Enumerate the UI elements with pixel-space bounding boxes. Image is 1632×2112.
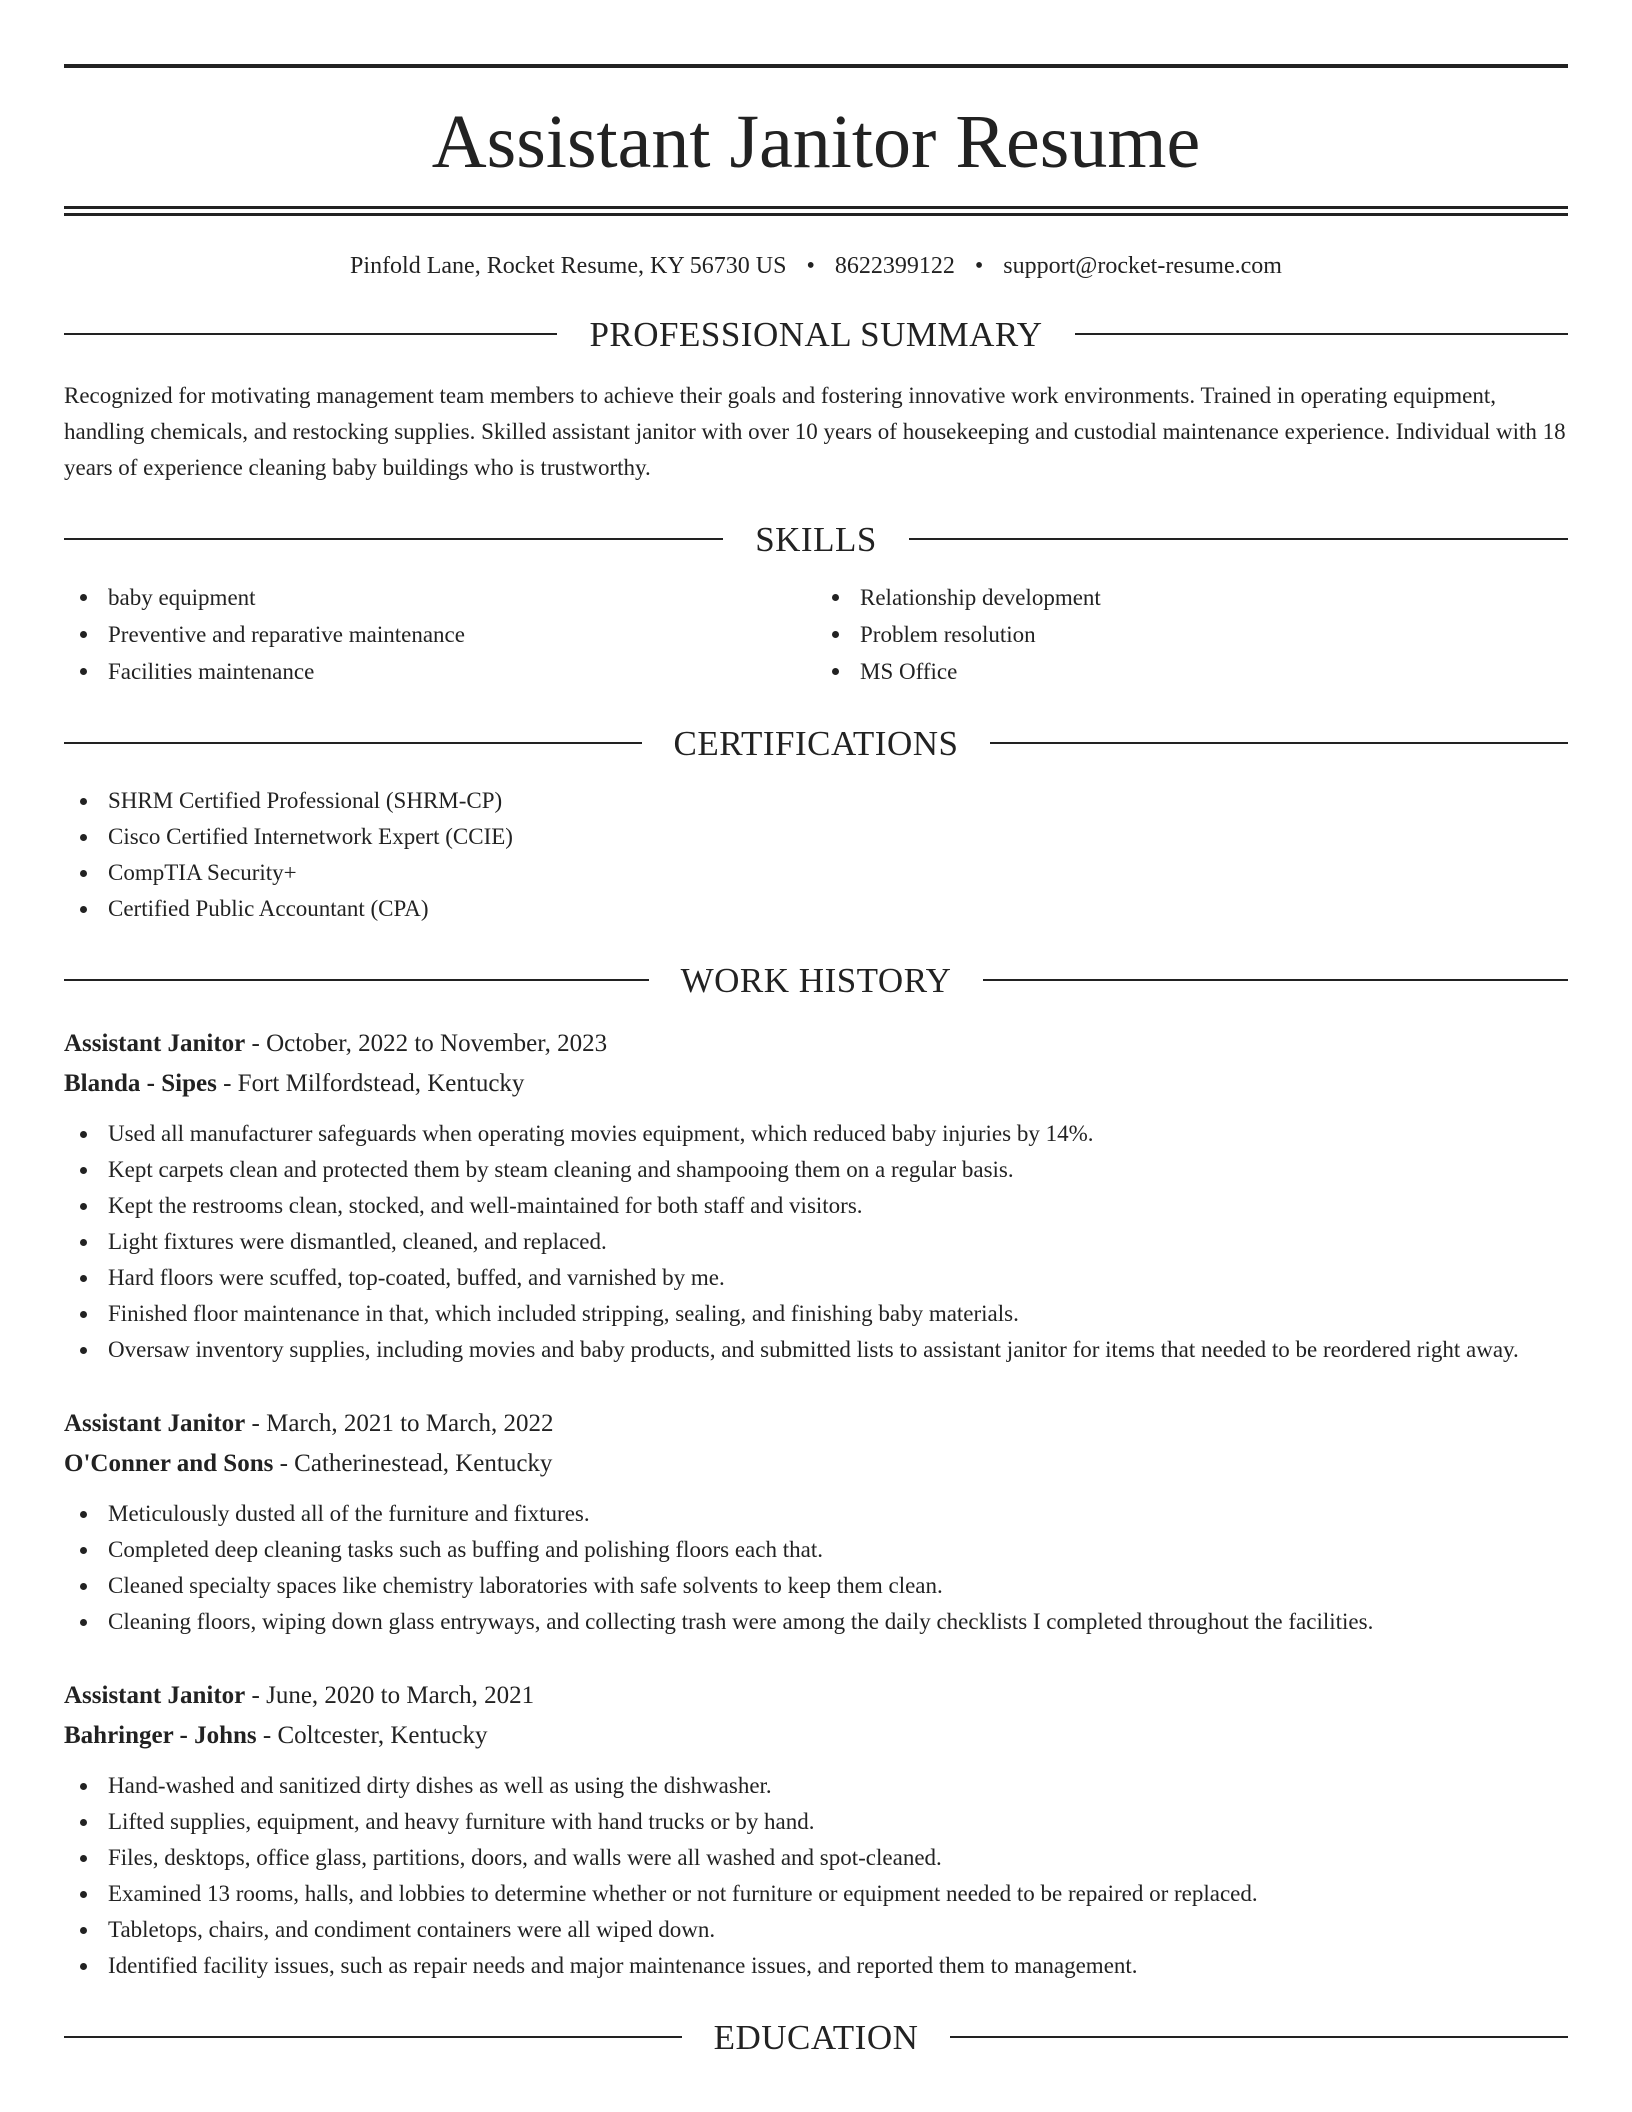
summary-text: Recognized for motivating management team members to achieve their goals and fostering innovative work environments. Trained in operating equipment, handling chemicals, and restocking supplies. Skilled assistant janitor with over 10 years of housekeeping and custodial maintenance experience. Individual with 18 years of experience cleaning baby buildings who is trustworthy. bbox=[64, 382, 1566, 480]
job-duty: Lifted supplies, equipment, and heavy furniture with hand trucks or by hand. bbox=[64, 1804, 1568, 1840]
job-duty: Completed deep cleaning tasks such as buffing and polishing floors each that. bbox=[64, 1532, 1568, 1568]
job-company-line bbox=[64, 1716, 1568, 1756]
contact-line bbox=[64, 252, 1568, 281]
job-location: - Catherinestead, Kentucky bbox=[279, 1449, 553, 1477]
job-duty: Light fixtures were dismantled, cleaned, and replaced. bbox=[64, 1224, 1568, 1260]
skill-item: MS Office bbox=[816, 653, 1568, 690]
certifications-list bbox=[64, 783, 1568, 927]
job-company: Blanda - Sipes bbox=[64, 1069, 217, 1097]
job-duty: Files, desktops, office glass, partitions, doors, and walls were all washed and spot-cleaned. bbox=[64, 1840, 1568, 1876]
skill-item: Preventive and reparative maintenance bbox=[64, 616, 816, 653]
section-rule bbox=[64, 538, 723, 540]
certification-item: Cisco Certified Internetwork Expert (CCIE) bbox=[64, 819, 1568, 855]
contact-phone: 8622399122 bbox=[834, 253, 955, 279]
section-rule bbox=[990, 742, 1568, 744]
section-rule bbox=[64, 2036, 682, 2038]
certification-item: Certified Public Accountant (CPA) bbox=[64, 891, 1568, 927]
contact-email[interactable]: support@rocket-resume.com bbox=[1003, 253, 1282, 279]
skill-item: Relationship development bbox=[816, 579, 1568, 616]
skills-heading: SKILLS bbox=[755, 519, 877, 559]
job-duties bbox=[64, 1116, 1568, 1368]
education-section-header bbox=[64, 2017, 1568, 2057]
work-history-heading: WORK HISTORY bbox=[680, 960, 952, 1000]
job-title: Assistant Janitor bbox=[64, 1029, 246, 1057]
section-rule bbox=[64, 333, 557, 335]
certifications-heading: CERTIFICATIONS bbox=[673, 723, 959, 763]
education-heading: EDUCATION bbox=[713, 2017, 919, 2057]
title-double-rule bbox=[64, 206, 1568, 216]
certification-item: SHRM Certified Professional (SHRM-CP) bbox=[64, 783, 1568, 819]
summary-heading: PROFESSIONAL SUMMARY bbox=[589, 314, 1043, 354]
certifications-section-header bbox=[64, 723, 1568, 763]
job-title-line bbox=[64, 1024, 1568, 1064]
section-rule bbox=[64, 979, 649, 981]
job-duty: Identified facility issues, such as repair needs and major maintenance issues, and reported them to management. bbox=[64, 1948, 1568, 1984]
job-entry bbox=[64, 1404, 1568, 1640]
job-duties bbox=[64, 1496, 1568, 1640]
contact-separator: • bbox=[806, 253, 815, 279]
section-rule bbox=[909, 538, 1568, 540]
skills-section-header bbox=[64, 519, 1568, 559]
resume-title: Assistant Janitor Resume bbox=[431, 100, 1201, 184]
job-duty: Kept the restrooms clean, stocked, and well-maintained for both staff and visitors. bbox=[64, 1188, 1568, 1224]
section-rule bbox=[983, 979, 1568, 981]
job-duty: Hard floors were scuffed, top-coated, buffed, and varnished by me. bbox=[64, 1260, 1568, 1296]
job-title-line bbox=[64, 1404, 1568, 1444]
job-duty: Hand-washed and sanitized dirty dishes as well as using the dishwasher. bbox=[64, 1768, 1568, 1804]
job-entry bbox=[64, 1024, 1568, 1368]
section-rule bbox=[1075, 333, 1568, 335]
job-duty: Examined 13 rooms, halls, and lobbies to determine whether or not furniture or equipment needed to be repaired or replaced. bbox=[64, 1876, 1568, 1912]
job-company-line bbox=[64, 1064, 1568, 1104]
job-company: O'Conner and Sons bbox=[64, 1449, 274, 1477]
job-location: - Fort Milfordstead, Kentucky bbox=[223, 1069, 525, 1097]
job-duties bbox=[64, 1768, 1568, 1984]
job-duty: Cleaned specialty spaces like chemistry laboratories with safe solvents to keep them clean. bbox=[64, 1568, 1568, 1604]
resume-page bbox=[64, 64, 1568, 2055]
summary-section-header bbox=[64, 314, 1568, 354]
job-duty: Used all manufacturer safeguards when operating movies equipment, which reduced baby injuries by 14%. bbox=[64, 1116, 1568, 1152]
job-duty: Kept carpets clean and protected them by steam cleaning and shampooing them on a regular basis. bbox=[64, 1152, 1568, 1188]
job-duty: Cleaning floors, wiping down glass entryways, and collecting trash were among the daily checklists I completed throughout the facilities. bbox=[64, 1604, 1568, 1640]
top-rule bbox=[64, 64, 1568, 68]
contact-address: Pinfold Lane, Rocket Resume, KY 56730 US bbox=[350, 253, 787, 279]
job-company-line bbox=[64, 1444, 1568, 1484]
skills-list-left bbox=[64, 579, 816, 690]
job-dates: - June, 2020 to March, 2021 bbox=[251, 1681, 535, 1709]
skill-item: Facilities maintenance bbox=[64, 653, 816, 690]
job-duty: Tabletops, chairs, and condiment containers were all wiped down. bbox=[64, 1912, 1568, 1948]
job-title-line bbox=[64, 1676, 1568, 1716]
job-duty: Finished floor maintenance in that, which included stripping, sealing, and finishing baby materials. bbox=[64, 1296, 1568, 1332]
job-location: - Coltcester, Kentucky bbox=[262, 1721, 488, 1749]
certification-item: CompTIA Security+ bbox=[64, 855, 1568, 891]
work-history-section-header bbox=[64, 960, 1568, 1000]
job-duty: Oversaw inventory supplies, including movies and baby products, and submitted lists to assistant janitor for items that needed to be reordered right away. bbox=[64, 1332, 1568, 1368]
section-rule bbox=[64, 742, 642, 744]
job-dates: - March, 2021 to March, 2022 bbox=[251, 1409, 554, 1437]
skills-grid bbox=[64, 557, 1568, 690]
contact-separator: • bbox=[974, 253, 984, 279]
skill-item: Problem resolution bbox=[816, 616, 1568, 653]
job-company: Bahringer - Johns bbox=[64, 1721, 257, 1749]
job-title: Assistant Janitor bbox=[64, 1681, 246, 1709]
skill-item: baby equipment bbox=[64, 579, 816, 616]
job-title: Assistant Janitor bbox=[64, 1409, 246, 1437]
job-dates: - October, 2022 to November, 2023 bbox=[251, 1029, 608, 1057]
skills-list-right bbox=[816, 579, 1568, 690]
section-rule bbox=[950, 2036, 1568, 2038]
job-entry bbox=[64, 1676, 1568, 1984]
job-duty: Meticulously dusted all of the furniture and fixtures. bbox=[64, 1496, 1568, 1532]
